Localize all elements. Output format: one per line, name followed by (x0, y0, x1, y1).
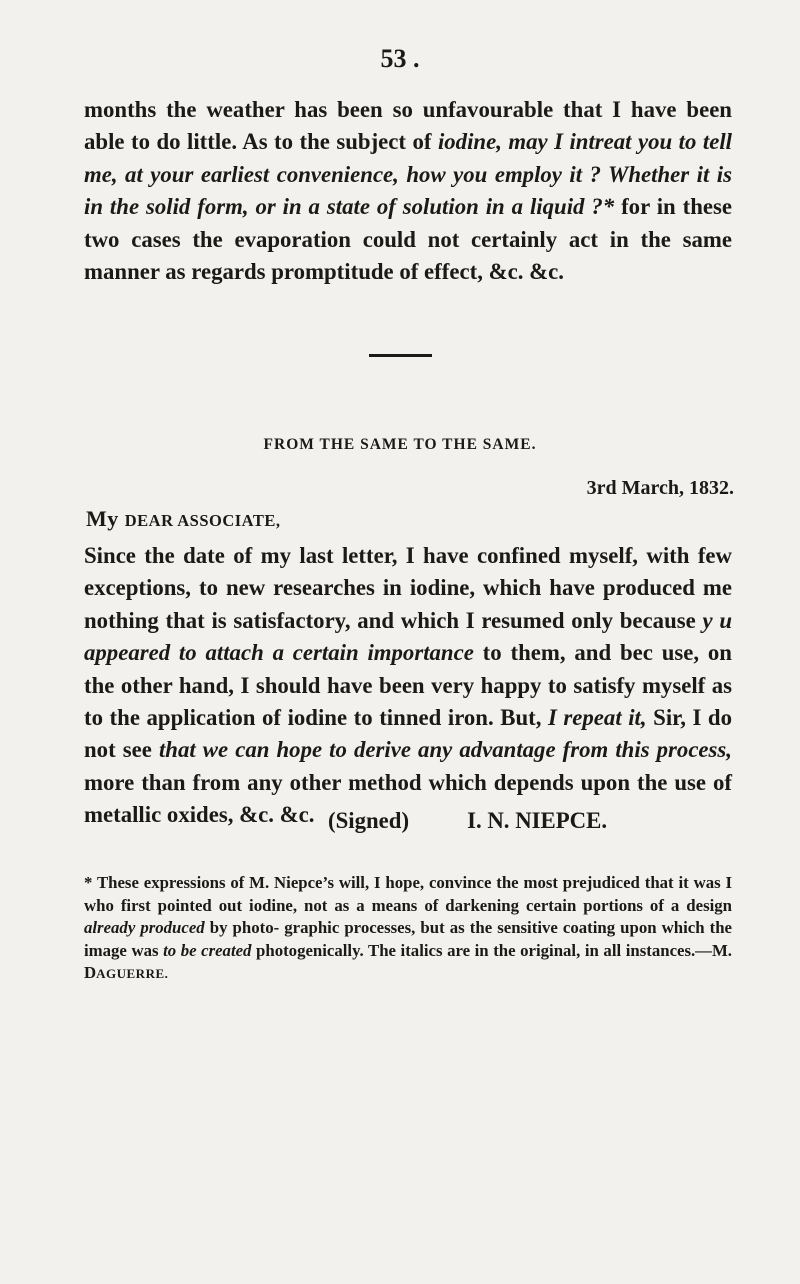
text-run: photogenically. The italics are in the original, in all instances.—M. (251, 940, 733, 960)
text-run: to them, and bec use, on the other hand, I should have been very happy to satisfy myself as to the application of iodine to tinned iron. But, (84, 640, 732, 731)
italic-text-run: y u appeared to attach a certain importance (84, 607, 732, 666)
italic-text-run: already produced (84, 918, 205, 938)
page-number: 53 . (380, 44, 420, 73)
text-run: by photo- graphic processes, but as the sensitive coating upon which the image was (84, 918, 732, 960)
text-run: for in these two cases the evaporation could not certainly act in the same manner as regards promptitude of effect, &c. &c. (84, 194, 732, 285)
salutation-rest: DEAR ASSOCIATE, (124, 511, 281, 530)
text-run: more than from any other method which depends upon the use of metallic oxides, &c. &c. (84, 769, 732, 828)
italic-text-run: I repeat it, (547, 705, 647, 731)
footnote (84, 872, 732, 986)
signature-line (328, 808, 607, 834)
signature-label: (Signed) (328, 808, 410, 833)
italic-text-run: to be created (163, 940, 252, 960)
text-run: Since the date of my last letter, I have confined myself, with few exceptions, to new researches in iodine, which have produced me nothing that is satisfactory, and which I resumed only because (84, 543, 732, 633)
italic-text-run: that we can hope to derive any advantage from this process, (158, 737, 732, 763)
section-heading: FROM THE SAME TO THE SAME. (263, 436, 537, 453)
italic-text-run: iodine, may I intreat you to tell me, at your earliest convenience, how you employ it ? Whether it is in the solid form, or in a state of solution in a liquid ?* (84, 129, 732, 220)
letter-date: 3rd March, 1832. (586, 477, 734, 499)
salutation-lead: My (86, 506, 125, 531)
signature-name: I. N. NIEPCE. (467, 808, 608, 833)
author-initial: D (84, 963, 97, 983)
section-divider (369, 354, 432, 357)
continued-letter-paragraph (84, 94, 732, 288)
letter-body (84, 540, 732, 832)
author-name-rest: AGUERRE. (96, 966, 169, 982)
text-run: Sir, I do not see (84, 705, 732, 763)
text-run: * These expressions of M. Niepce’s will, I hope, convince the most prejudiced that it was I who first pointed out iodine, not as a means of darkening certain portions of a design (84, 873, 732, 915)
letter-salutation (86, 506, 281, 532)
text-run: months the weather has been so unfavourable that I have been able to do little. As to the subject of (84, 97, 732, 155)
